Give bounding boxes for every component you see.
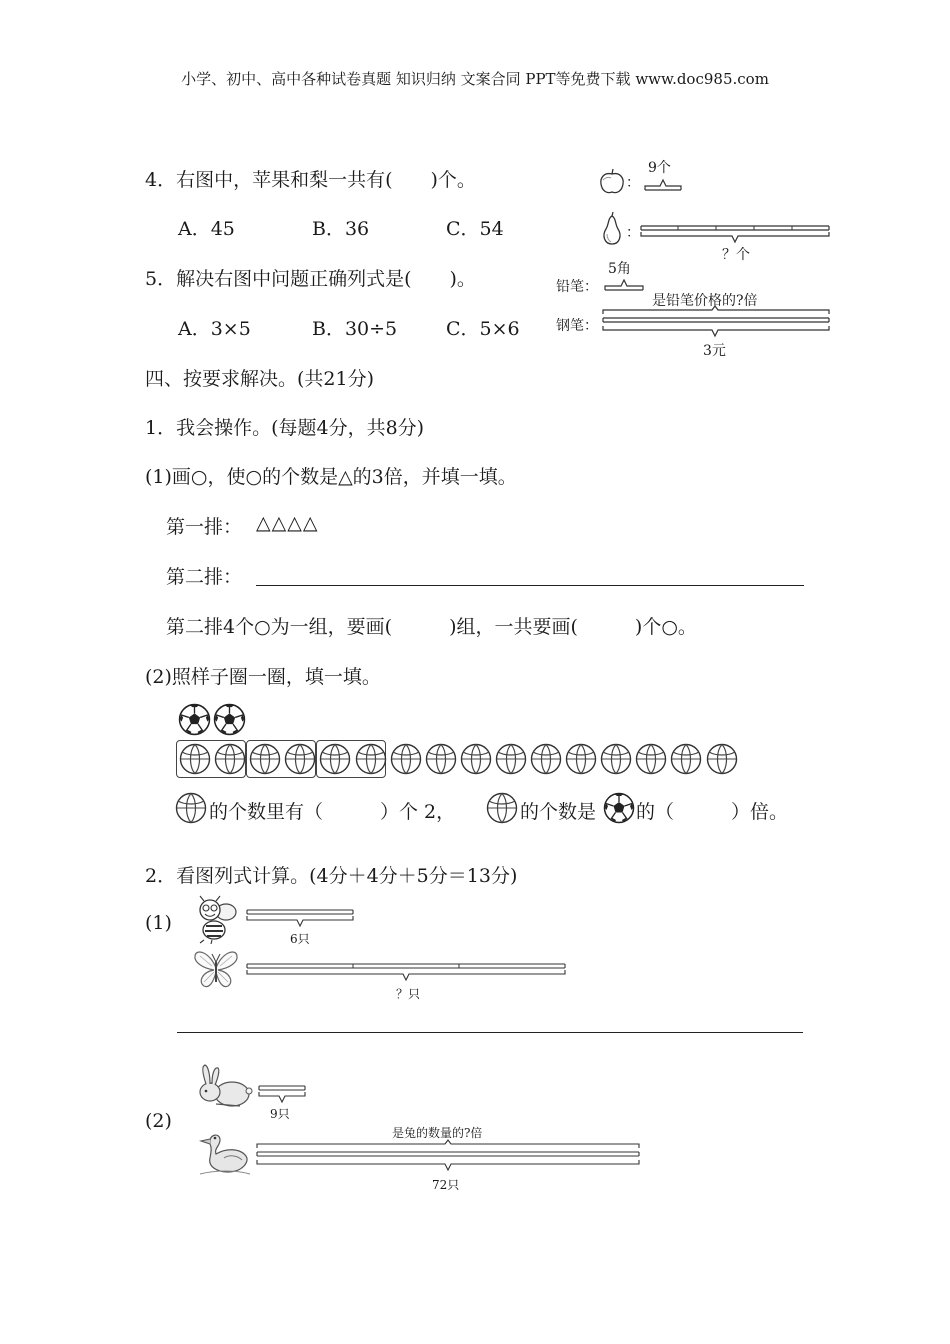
bee-icon	[194, 896, 238, 944]
basketball-icon[interactable]	[635, 743, 667, 779]
sentence-part-c: 的（ ）倍。	[636, 801, 789, 823]
row2-answer-line[interactable]	[256, 585, 804, 586]
part2-sub1-label: (1)	[145, 912, 172, 934]
sentence-part-a: 的个数里有（ ）个 2，	[209, 801, 456, 823]
q5-option-b: B．30÷5	[312, 318, 398, 340]
q5-option-c: C．5×6	[446, 318, 520, 340]
page-header: 小学、初中、高中各种试卷真题 知识归纳 文案合同 PPT等免费下载 www.doc985.com	[181, 70, 769, 88]
apple-count-label: 9个	[648, 160, 671, 176]
basketball-icon[interactable]	[495, 743, 527, 779]
rabbit-count-label: 9只	[270, 1107, 290, 1121]
apple-icon	[598, 168, 626, 196]
duck-bar	[256, 1140, 640, 1176]
part2-title: 2．看图列式计算。(4分＋4分＋5分＝13分)	[145, 865, 518, 887]
basketball-icon[interactable]	[214, 743, 246, 779]
row1-triangles: △△△△	[256, 512, 319, 534]
basketball-icon[interactable]	[284, 743, 316, 779]
basketball-icon	[486, 792, 518, 828]
part1-sub1-fill: 第二排4个○为一组，要画( )组，一共要画( )个○。	[166, 616, 697, 638]
soccer-ball-icon	[178, 703, 211, 740]
pen-question-label: 是铅笔价格的?倍	[652, 293, 758, 309]
pear-bar	[640, 224, 830, 246]
pen-name: 钢笔：	[556, 318, 598, 334]
basketball-icon[interactable]	[530, 743, 562, 779]
row2-label: 第二排：	[166, 566, 243, 588]
butterfly-bar	[246, 962, 566, 984]
basketball-icon[interactable]	[425, 743, 457, 779]
basketball-icon	[175, 792, 207, 828]
bee-count-label: 6只	[290, 932, 310, 946]
rabbit-icon	[196, 1064, 252, 1110]
basketball-icon[interactable]	[319, 743, 351, 779]
basketball-icon[interactable]	[565, 743, 597, 779]
pen-bar	[602, 306, 830, 342]
pear-count-label: ？个	[722, 247, 750, 263]
duck-icon	[196, 1130, 252, 1176]
pear-colon: ：	[626, 225, 640, 241]
row1-label: 第一排：	[166, 516, 243, 538]
basketball-icon[interactable]	[460, 743, 492, 779]
q4-option-b: B．36	[312, 218, 370, 240]
sentence-part-b: 的个数是	[520, 801, 597, 823]
q5-option-a: A．3×5	[178, 318, 251, 340]
basketball-icon[interactable]	[179, 743, 211, 779]
pencil-name: 铅笔：	[556, 279, 598, 295]
butterfly-icon	[192, 948, 240, 990]
part1-title: 1．我会操作。(每题4分，共8分)	[145, 417, 425, 439]
butterfly-count-label: ？只	[396, 987, 421, 1001]
basketball-icon[interactable]	[706, 743, 738, 779]
basketball-icon[interactable]	[355, 743, 387, 779]
q4-stem: 4．右图中，苹果和梨一共有( )个。	[145, 169, 476, 191]
pencil-bar	[604, 276, 644, 292]
duck-count-label: 72只	[432, 1178, 460, 1192]
pear-icon	[600, 212, 624, 246]
q5-stem: 5．解决右图中问题正确列式是( )。	[145, 268, 476, 290]
rabbit-bar	[258, 1084, 306, 1106]
basketball-icon[interactable]	[670, 743, 702, 779]
basketball-icon[interactable]	[600, 743, 632, 779]
part2-sub1-answer-line[interactable]	[177, 1032, 803, 1033]
part2-sub2-label: (2)	[145, 1110, 172, 1132]
q4-option-c: C．54	[446, 218, 504, 240]
duck-question-label: 是兔的数量的?倍	[392, 1126, 483, 1140]
q4-option-a: A．45	[178, 218, 235, 240]
bee-bar	[246, 908, 354, 930]
soccer-ball-icon	[213, 703, 246, 740]
part1-sub1-instruction: (1)画○，使○的个数是△的3倍，并填一填。	[145, 466, 517, 488]
pencil-price-label: 5角	[608, 261, 631, 277]
part1-sub2-instruction: (2)照样子圈一圈，填一填。	[145, 666, 381, 688]
section-title: 四、按要求解决。(共21分)	[145, 368, 375, 390]
apple-bar	[644, 176, 682, 192]
basketball-icon[interactable]	[390, 743, 422, 779]
pen-price-label: 3元	[703, 343, 726, 359]
soccer-ball-icon	[603, 792, 635, 828]
basketball-icon[interactable]	[249, 743, 281, 779]
apple-colon: ：	[626, 175, 640, 191]
